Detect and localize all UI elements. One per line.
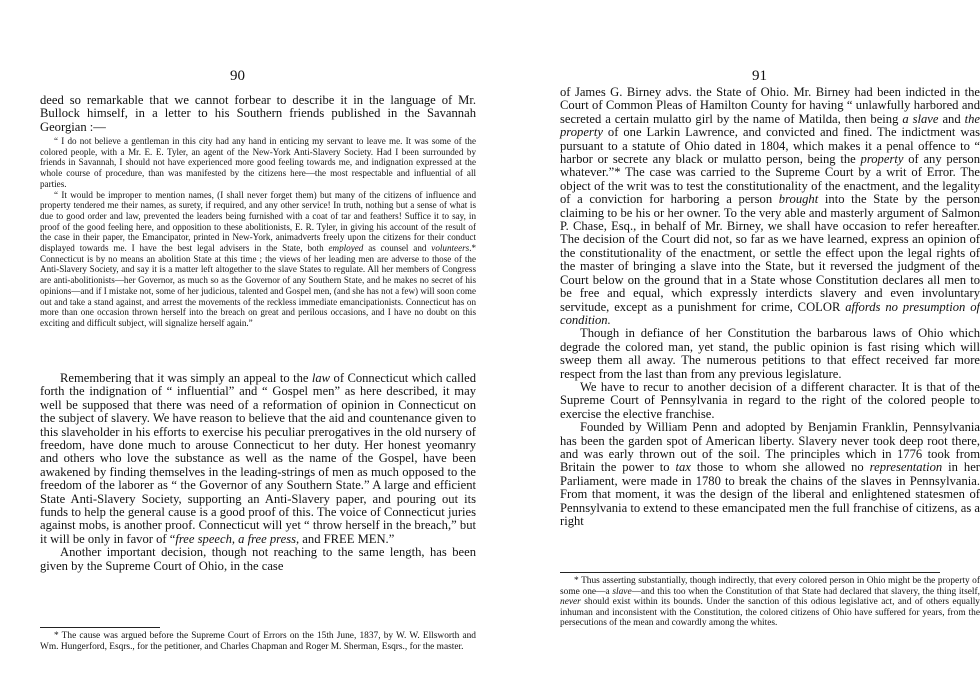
left-footnote [40,631,476,652]
body-paragraph: of James G. Birney advs. the State of Ohio. Mr. Birney had been indicted in the Court of Common Pleas of Hamilton County for having “ unlawfully harbored and secreted a certain mulatto girl by the name of Matilda, then being a slave and the property of one Larkin Lawrence, and convicted and fined. The indictment was pursuant to a statute of Ohio dated in 1804, which makes it a penal offence to “ harbor or secrete any black or mulatto person, being the property of any person whatever.”* The case was carried to the Supreme Court by a writ of Error. The object of the writ was to test the constitutionality of the enactment, and the legality of a conviction for harboring a person brought into the State by the person claiming to be his or her owner. To the very able and masterly argument of Salmon P. Chase, Esq., in behalf of Mr. Birney, we shall have occasion to refer hereafter. The decision of the Court did not, so far as we have learned, express an opinion of the constitutionality of the enactment, or settle the effect upon the legal rights of the master of bringing a slave into the State, but it reversed the judgment of the Court below on the ground that in a State whose Constitution declares all men to be free and equal, which expressly interdicts slavery and even involuntary servitude, except as a punishment for crime, COLOR affords no presumption of condition. [560,85,980,327]
intro-paragraph: deed so remarkable that we cannot forbear to describe it in the language of Mr. Bullock himself, in a letter to his Southern friends published in the Savannah Georgian :— [40,93,476,134]
footnote: * The cause was argued before the Supreme Court of Errors on the 15th June, 1837, by W. W. Ellsworth and Wm. Hungerford, Esqrs., for the petitioner, and Charles Chapman and Roger M. Sherman, Esqrs., for the master. [40,631,476,652]
page-number: 91 [752,68,767,84]
page-number: 90 [230,68,245,84]
body-paragraph: We have to recur to another decision of a different character. It is that of the Supreme Court of Pennsylvania in regard to the right of the colored people to exercise the elective franchise. [560,379,980,421]
footnote-rule [560,572,940,573]
body-paragraph: Another important decision, though not reaching to the same length, has been given by the Supreme Court of Ohio, in the case [40,545,476,573]
quote-paragraph: “ It would be improper to mention names, (I shall never forget them) but many of the citizens of influence and property tendered me their names, as surety, if required, and any other service! In truth, nothing but a sense of what is due to good order and law, prevented the leaders being furnished with a coat of tar and feathers! Suffice it to say, in proof of the good feeling here, and opposition to these abolitionists, E. R. Tyler, in giving his account of the result of the case in their paper, the Emancipator, printed in New-York, animadverts freely upon the citizens for their conduct displayed towards me. I have the best legal advisers in the State, both employed as counsel and volunteers.* Connecticut is by no means an abolition State at this time ; the views of her leading men are adverse to those of the Anti-Slavery Society, and say it is a matter left altogether to the slave States to regulate. All her members of Congress are anti-abolitionists—her Governor, as much so as the Governor of any Southern State, and he makes no secret of his opinions—and if I mistake not, some of her judicious, talented and Gospel men, (and she has not a few) will soon come out and take a stand against, and arrest the movements of the reckless immediate emancipationists. Connecticut has on more than one occasion thrown herself into the breach on great and perilous occasions, and I have no doubt on this exciting and difficult subject, will signalize herself again.” [40,189,477,328]
body-paragraph: Remembering that it was simply an appeal to the law of Connecticut which called forth the indignation of “ influential” and “ Gospel men” as here described, it may well be supposed that there was need of a reformation of opinion in Connecticut on the subject of slavery. We have reason to believe that the aid and countenance given to this slaveholder in his efforts to exercise his peculiar prerogatives in the old nursery of freedom, have done much to arouse Connecticut to her duty. Her honest yeomanry and others who love the substance as well as the name of the Gospel, have been awakened by finding themselves in the leading-strings of men as much opposed to the freedom of the laborer as “ the Governor of any Southern State.” A large and efficient State Anti-Slavery Society, supporting an Anti-Slavery paper, and pouring out its funds to help the general cause is a good proof of this. The voice of Connecticut juries against mobs, is another proof. Connecticut will yet “ throw herself in the breach,” but it will be only in favor of “free speech, a free press, and FREE MEN.” [40,371,476,546]
body-paragraph: Founded by William Penn and adopted by Benjamin Franklin, Pennsylvania has been the garden spot of American liberty. Slavery never took deep root there, and was early thrown out of the soil. The principles which in 1776 took from Britain the power to tax those to whom she allowed no representation in her Parliament, were made in 1780 to break the chains of the slaves in Pennsylvania. From that moment, it was the design of the liberal and enlightened statesmen of Pennsylvania to extend to these emancipated men the full franchise of citizens, as a right [560,420,980,528]
left-quote-block [40,136,476,329]
footnote-rule [40,627,160,628]
left-body-block [40,372,476,573]
footnote: * Thus asserting substantially, though indirectly, that every colored person in Ohio might be the property of some one—a slave—and this too when the Constitution of that State had declared that slavery, the thing itself, never should exist within its bounds. Under the sanction of this odious legislative act, and of others equally inhuman and inconsistent with the Constitution, the colored citizens of Ohio have suffered for years, from the persecutions of the mean and cowardly among the whites. [560,576,980,629]
quote-paragraph: “ I do not believe a gentleman in this city had any hand in enticing my servant to leave me. It was some of the colored people, with a Mr. E. E. Tyler, an agent of the New-York Anti-Slavery Society. Had I been surrounded by friends in Savannah, I should not have experienced more good feeling towards me, and indignation expressed at the whole course of procedure, than was manifested by the citizens here—the most respectable and influential of all parties. [40,136,476,189]
left-text-block [40,94,476,134]
right-body-block [560,86,980,528]
body-paragraph: Though in defiance of her Constitution the barbarous laws of Ohio which degrade the colored man, yet stand, the public opinion is fast rising which will sweep them all away. The numerous petitions to that effect received far more respect from the last than from any previous legislature. [560,326,980,381]
right-footnote [560,576,980,629]
